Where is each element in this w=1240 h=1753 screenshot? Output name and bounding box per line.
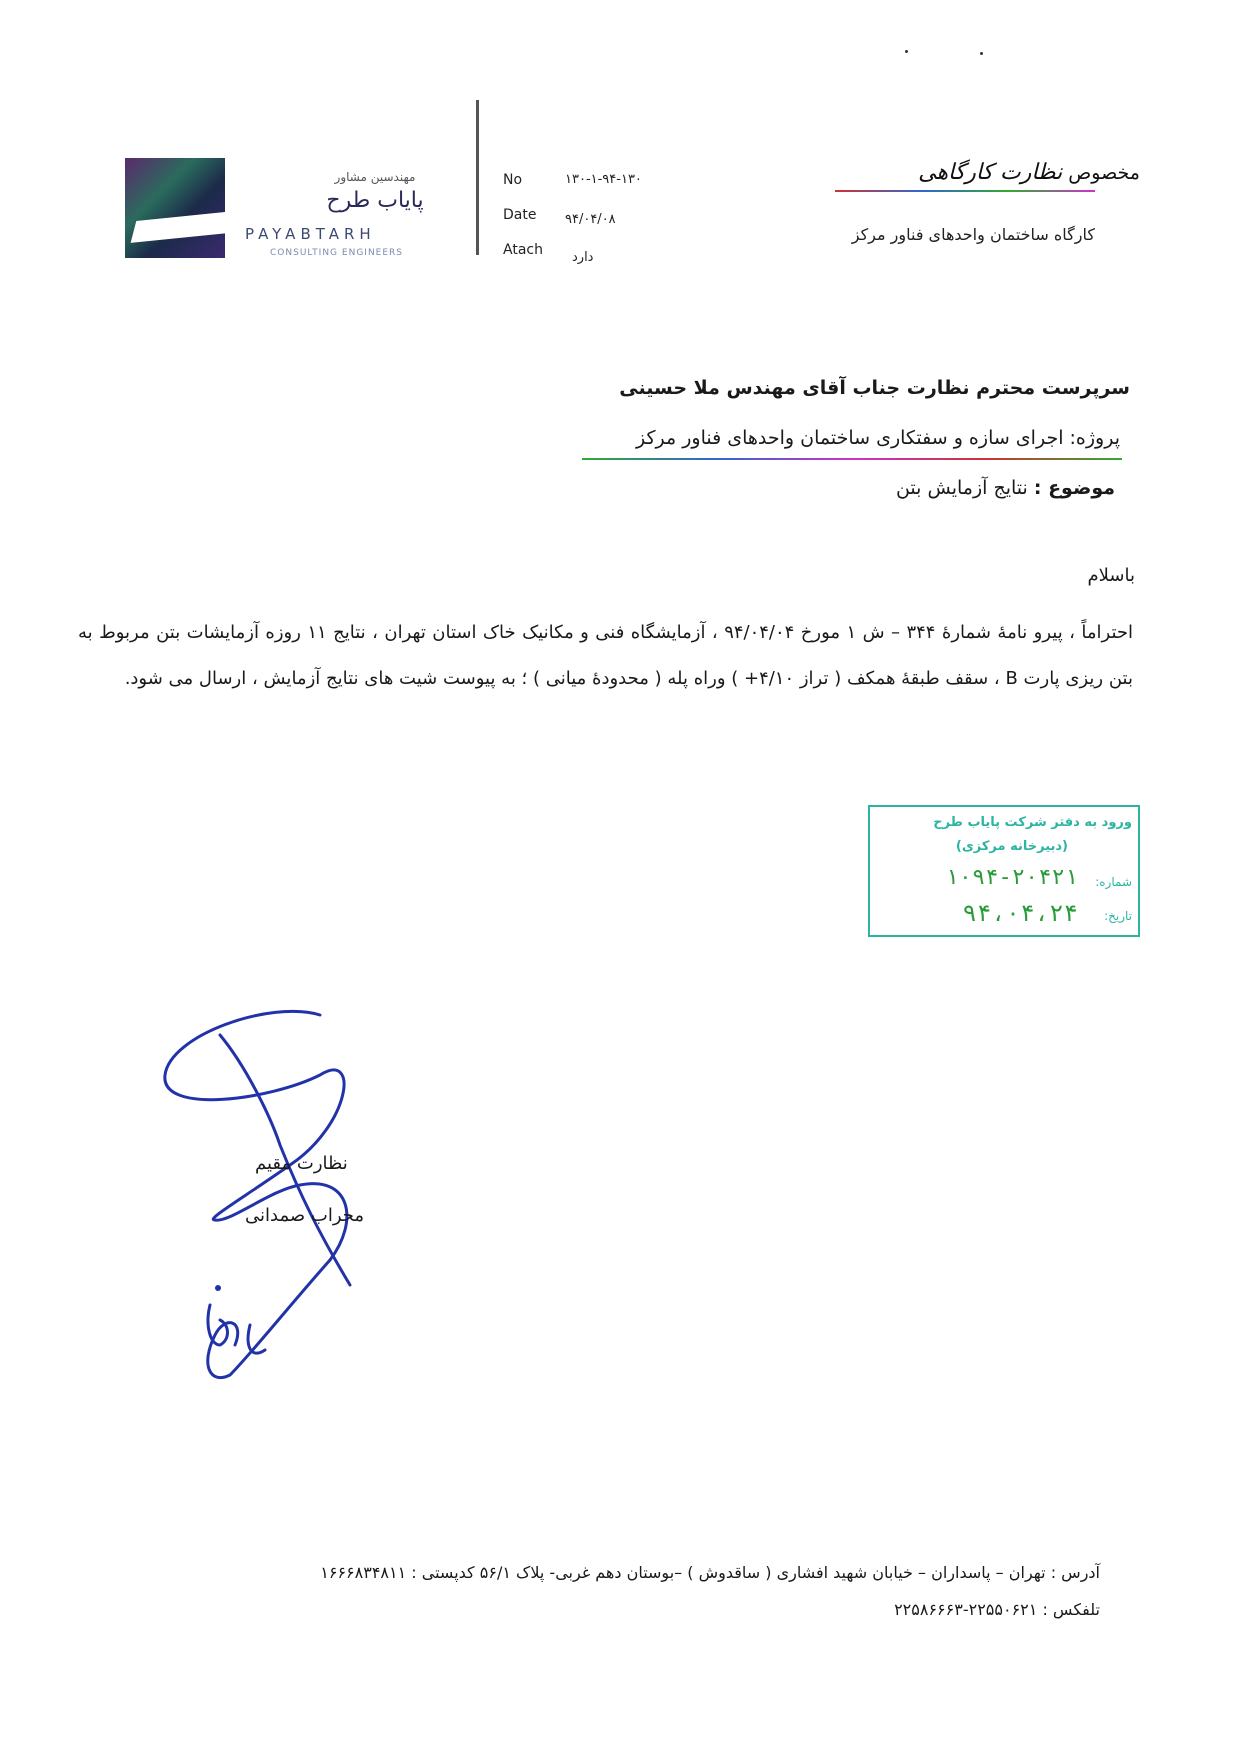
signatory-name: محراب صمدانی	[245, 1205, 365, 1226]
header-title-prefix: مخصوص	[1068, 162, 1140, 184]
company-logo-mark	[125, 158, 225, 258]
date-label: Date	[503, 207, 537, 223]
project-line: پروژه: اجرای سازه و سفتکاری ساختمان واحدهای فناور مرکز	[636, 427, 1120, 449]
header-title	[918, 160, 1140, 185]
no-label: No	[503, 172, 523, 188]
header-subtitle: کارگاه ساختمان واحدهای فناور مرکز	[851, 225, 1095, 244]
stamp-line2: (دبیرخانه مرکزی)	[955, 839, 1068, 854]
logo-tagline-fa: مهندسین مشاور	[334, 170, 416, 184]
stamp-number-label: شماره:	[1095, 875, 1132, 889]
logo-name-en: PAYABTARH	[245, 225, 376, 243]
recipient: سرپرست محترم نظارت جناب آقای مهندس ملا حسینی	[619, 377, 1130, 399]
subject-label: موضوع :	[1033, 477, 1115, 499]
header-underline	[835, 190, 1095, 192]
subject-text: نتایج آزمایش بتن	[895, 477, 1028, 499]
attach-value: دارد	[572, 250, 594, 265]
stamp-number-value: ۱۰۹۴-۲۰۴۲۱	[945, 865, 1078, 890]
attach-label: Atach	[503, 242, 543, 258]
speck	[905, 50, 908, 53]
header-divider	[476, 100, 479, 255]
logo-tagline-en: CONSULTING ENGINEERS	[270, 248, 404, 258]
logo-name-fa: پایاب طرح	[326, 188, 424, 213]
project-underline	[582, 458, 1122, 460]
signatory-role: نظارت مقیم	[255, 1153, 348, 1174]
speck	[980, 52, 983, 55]
receipt-stamp	[868, 805, 1140, 937]
body-paragraph: احتراماً ، پیرو نامهٔ شمارهٔ ۳۴۴ – ش ۱ مورخ ۹۴/۰۴/۰۴ ، آزمایشگاه فنی و مکانیک خاک استان تهران ، نتایج ۱۱ روزه آزمایشات بتن مربوط به بتن ریزی پارت B ، سقف طبقهٔ همکف ( تراز ۴/۱۰+ ) وراه پله ( محدودهٔ میانی ) ؛ به پیوست شیت های نتایج آزمایش ، ارسال می شود.	[78, 622, 1134, 689]
no-value: ۱۳۰-۱-۹۴-۱۳۰	[565, 172, 642, 187]
footer-fax: تلفکس : ۲۲۵۵۰۶۲۱-۲۲۵۸۶۶۶۳	[894, 1600, 1100, 1619]
header-title-accent: نظارت کارگاهی	[918, 160, 1063, 185]
greeting: باسلام	[1087, 565, 1135, 586]
stamp-date-label: تاریخ:	[1104, 909, 1132, 923]
date-value: ۹۴/۰۴/۰۸	[565, 212, 616, 227]
subject	[896, 477, 1115, 499]
footer-address: آدرس : تهران – پاسداران – خیابان شهید افشاری ( ساقدوش ) –بوستان دهم غربی- پلاک ۵۶/۱ کدپستی : ۱۶۶۶۸۳۴۸۱۱	[320, 1563, 1100, 1582]
stamp-line1: ورود به دفتر شرکت پایاب طرح	[933, 815, 1132, 830]
stamp-date-value: ۹۴،۰۴،۲۴	[962, 899, 1078, 927]
